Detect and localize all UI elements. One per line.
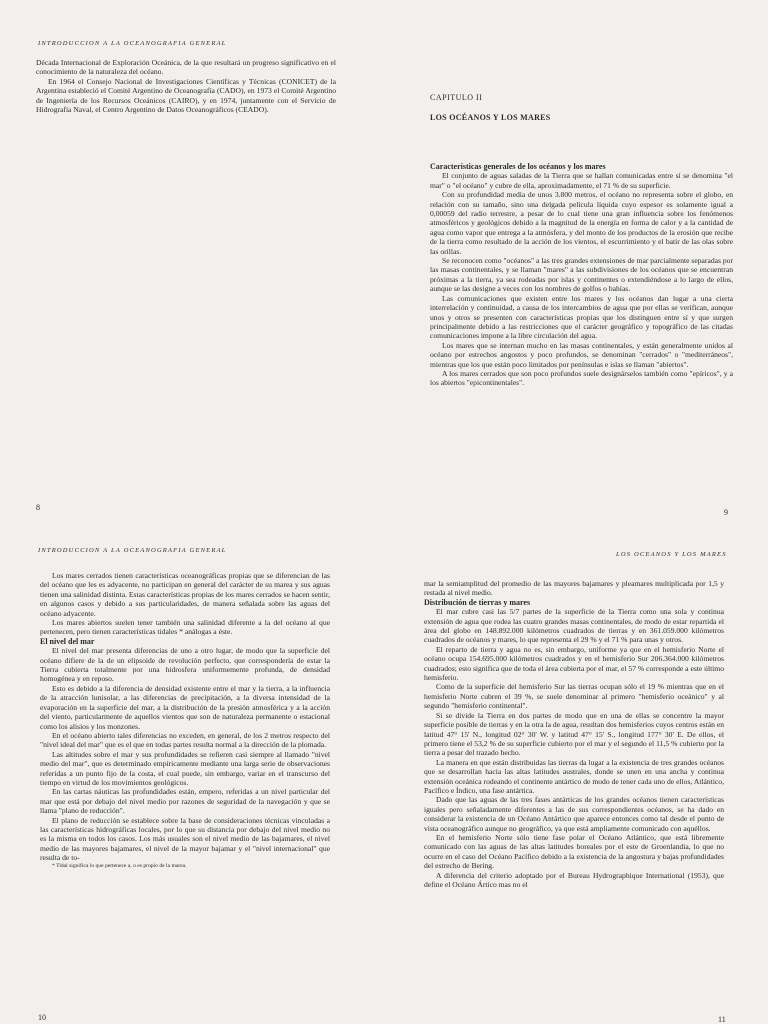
paragraph: En 1964 el Consejo Nacional de Investigaciones Científicas y Técnicas (CONICET) de la Argentina estableció el Comité Argentino de Oceanografía (CADO), en 1973 el Comité Argentino de Ingeniería de los Recursos Oceánicos (CAIRO), y en 1974, juntamente con el Servicio de Hidrografía Naval, el Centro Argentino de Datos Oceanográficos (CEADO).	[36, 76, 336, 115]
section-title: Características generales de los océanos y los mares	[430, 162, 606, 171]
paragraph: Con su profundidad media de unos 3.800 metros, el océano no representa sobre el globo, en relación con su tamaño, sino una delgada película líquida cuyo espesor es solamente igual a 0,00059 del radio terrestre, a pesar de lo cual tiene una gran influencia sobre los fenómenos atmosféricos y geológicos debido a la magnitud de la energía en forma de calor y a la cantidad de agua como vapor que entrega a la atmósfera, y del monto de los productos de la erosión que recibe de la tierra como resultado de la acción de los vientos, el escurrimiento y el batir de las olas sobre las orillas.	[430, 190, 733, 256]
running-head: LOS OCEANOS Y LOS MARES	[616, 551, 727, 558]
paragraph: En el océano abierto tales diferencias no exceden, en general, de los 2 metros respecto del "nivel ideal del mar" que es el que en todas partes resulta normal a la dirección de la plomada.	[40, 730, 330, 750]
paragraph: mar la semiamplitud del promedio de las mayores bajamares y pleamares multiplicada por 1,5 y restada al nivel medio.	[424, 579, 724, 598]
page-9-text	[430, 162, 733, 388]
footnote: * Tidal significa lo que pertenece a, o es propio de la marea.	[52, 862, 187, 869]
page-10	[0, 527, 384, 1024]
page-number: 9	[724, 508, 728, 517]
page-11-text	[424, 579, 724, 889]
paragraph: Las altitudes sobre el mar y sus profundidades se refieren casi siempre al llamado "nivel medio del mar", que es determinado empíricamente mediante una larga serie de observaciones referidas a un punto fijo de la costa, el cual puede, sin embargo, variar en el transcurso del tiempo en virtud de los movimientos geológicos.	[40, 749, 330, 787]
page-9	[384, 0, 768, 527]
paragraph: El plano de reducción se establece sobre la base de consideraciones técnicas vinculadas a las características hidrográficas locales, por lo que su distancia por debajo del nivel medio no es la misma en todos los casos. Los más usuales son el nivel medio de las bajamares, el nivel medio de las mayores bajamares, el nivel de la mayor bajamar y el "nivel internacional" que resulta de to-	[40, 815, 330, 863]
running-head: INTRODUCCION A LA OCEANOGRAFIA GENERAL	[38, 547, 227, 554]
paragraph: Los mares abiertos suelen tener también una salinidad diferente a la del océano al que pertenecen, pero tienen características tidales * análogas a éste.	[40, 618, 330, 637]
paragraph: Si se divide la Tierra en dos partes de modo que en una de ellas se concentre la mayor superficie posible de tierras y en la otra la de agua, resultan dos hemisferios cuyos centros están en latitud 47° 15' N., longitud 02° 30' W. y latitud 47° 15' S., longitud 177° 30' E. De ellos, el primero tiene el 53,2 % de su superficie cubierto por el mar y el segundo el 11,5 % cubierto por la tierra a pesar del trazado hecho.	[424, 710, 724, 758]
chapter-title: LOS OCÉANOS Y LOS MARES	[430, 113, 551, 122]
section-title: El nivel del mar	[40, 636, 95, 646]
paragraph: Década Internacional de Exploración Oceánica, de la que resultará un progreso significativo en el conocimiento de la naturaleza del océano.	[36, 58, 336, 77]
page-10-text	[40, 571, 330, 870]
section-title: Distribución de tierras y mares	[424, 597, 531, 607]
page-11	[384, 527, 768, 1024]
paragraph: Las comunicaciones que existen entre los mares y los océanos dan lugar a una cierta interrelación y continuidad, a causa de los intercambios de agua que por ellas se verifican, aunque unos y otros se presenten con características propias que los distinguen entre sí y que surgen principalmente debido a las restricciones que el carácter geográfico y topográfico de las citadas comunicaciones impone a la libre circulación del agua.	[430, 293, 733, 341]
page-8	[0, 0, 384, 527]
page-number: 8	[36, 503, 40, 512]
page-number: 11	[718, 1015, 726, 1024]
paragraph: Se reconocen como "océanos" a las tres grandes extensiones de mar parcialmente separadas por las masas continentales, y se llaman "mares" a las subdivisiones de los océanos que se encuentran próximas a la tierra, ya sea rodeadas por islas y continentes o extendiéndose a lo largo de ellos, aunque se las designe a veces con los nombres de golfos o bahías.	[430, 256, 733, 294]
paragraph: A diferencia del criterio adoptado por el Bureau Hydrographique International (1953), que define el Océano Ártico mas no el	[424, 870, 724, 889]
paragraph: Dado que las aguas de las tres fases antárticas de los grandes océanos tienen características iguales pero señaladamente diferentes a las de sus correspondientes océanos, se ha dado en considerar la existencia de un Océano Antártico que aparece entonces como tal desde el punto de vista oceanográfico aunque no geográfico, ya que está ampliamente comunicado con aquéllos.	[424, 795, 724, 833]
page-8-text	[36, 58, 336, 114]
paragraph: Los mares cerrados tienen características oceanográficas propias que se diferencian de las del océano que les es adyacente, no participan en general del carácter de su marea y sus aguas tienen una salinidad distinta. Estas características propias de los mares cerrados se hacen sentir, en algunos casos y debido a sus particularidades, de manera señalada sobre las aguas del océano adyacente.	[40, 571, 330, 618]
paragraph: Esto es debido a la diferencia de densidad existente entre el mar y la tierra, a la influencia de la atracción lunisolar, a las diferencias de precipitación, a la diversa intensidad de la evaporación en la superficie del mar, a la distribución de la presión atmosférica y a la acción del viento, particularmente de aquellos vientos que son de naturaleza permanente o estacional como los alisios y los monzones.	[40, 683, 330, 731]
paragraph: En el hemisferio Norte sólo tiene fase polar el Océano Atlántico, que está libremente comunicado con las aguas de las altas latitudes boreales por el este de Groenlandia, lo que no ocurre en el caso del Océano Pacífico debido a la existencia de la angostura y bajas profundidades del estrecho de Bering.	[424, 832, 724, 871]
paragraph: El nivel del mar presenta diferencias de uno a otro lugar, de modo que la superficie del océano difiere de la de un elipsoide de revolución perfecto, que correspondería de estar la Tierra cubierta totalmente por una hidrosfera uniformemente profunda, de densidad homogénea y en reposo.	[40, 646, 330, 684]
paragraph: En las cartas náuticas las profundidades están, empero, referidas a un nivel particular del mar que está por debajo del nivel medio por razones de seguridad de la navegación y que se llama "plano de reducción".	[40, 787, 330, 816]
paragraph: Los mares que se internan mucho en las masas continentales, y están generalmente unidos al océano por estrechos angostos y poco profundos, se denominan "cerrados" o "mediterráneos", mientras que los que están poco limitados por penínsulas e islas se llaman "abiertos".	[430, 340, 733, 369]
paragraph: El conjunto de aguas saladas de la Tierra que se hallan comunicadas entre sí se denomina "el mar" o "el océano" y cubre de ella, aproximadamente, el 71 % de su superficie.	[430, 171, 733, 190]
chapter-label: CAPITULO II	[430, 93, 483, 102]
page-number: 10	[38, 1013, 46, 1022]
running-head: INTRODUCCION A LA OCEANOGRAFIA GENERAL	[38, 40, 227, 47]
paragraph: La manera en que están distribuidas las tierras da lugar a la existencia de tres grandes océanos que se desarrollan hacia las altas latitudes australes, donde se unen en una ancha y continua extensión oceánica rodeando el continente antártico de modo de tener cada uno de ellos, Atlántico, Pacífico e Índico, una fase antártica.	[424, 757, 724, 795]
paragraph: Como de la superficie del hemisferio Sur las tierras ocupan sólo el 19 % mientras que en el hemisferio Norte cubren el 39 %, se suele denominar al primero "hemisferio oceánico" y al segundo "hemisferio continental".	[424, 682, 724, 711]
paragraph: A los mares cerrados que son poco profundos suele designárselos también como "epíricos", y a los abiertos "epicontinentales".	[430, 368, 733, 388]
paragraph: El reparto de tierra y agua no es, sin embargo, uniforme ya que en el hemisferio Norte el océano ocupa 154.695.000 kilómetros cuadrados y en el hemisferio Sur 206.364.000 kilómetros cuadrados; esto significa que de toda el área cubierta por el mar, el 57 % corresponde a este último hemisferio.	[424, 644, 724, 683]
paragraph: El mar cubre casi las 5/7 partes de la superficie de la Tierra como una sola y continua extensión de agua que rodea las cuatro grandes masas continentales, de modo de estar repartida el área del globo en 148.892.000 kilómetros cuadrados de tierras y en 361.059.000 kilómetros cuadrados de océanos y mares, lo que representa el 29 % y el 71 % para unas y otros.	[424, 607, 724, 645]
